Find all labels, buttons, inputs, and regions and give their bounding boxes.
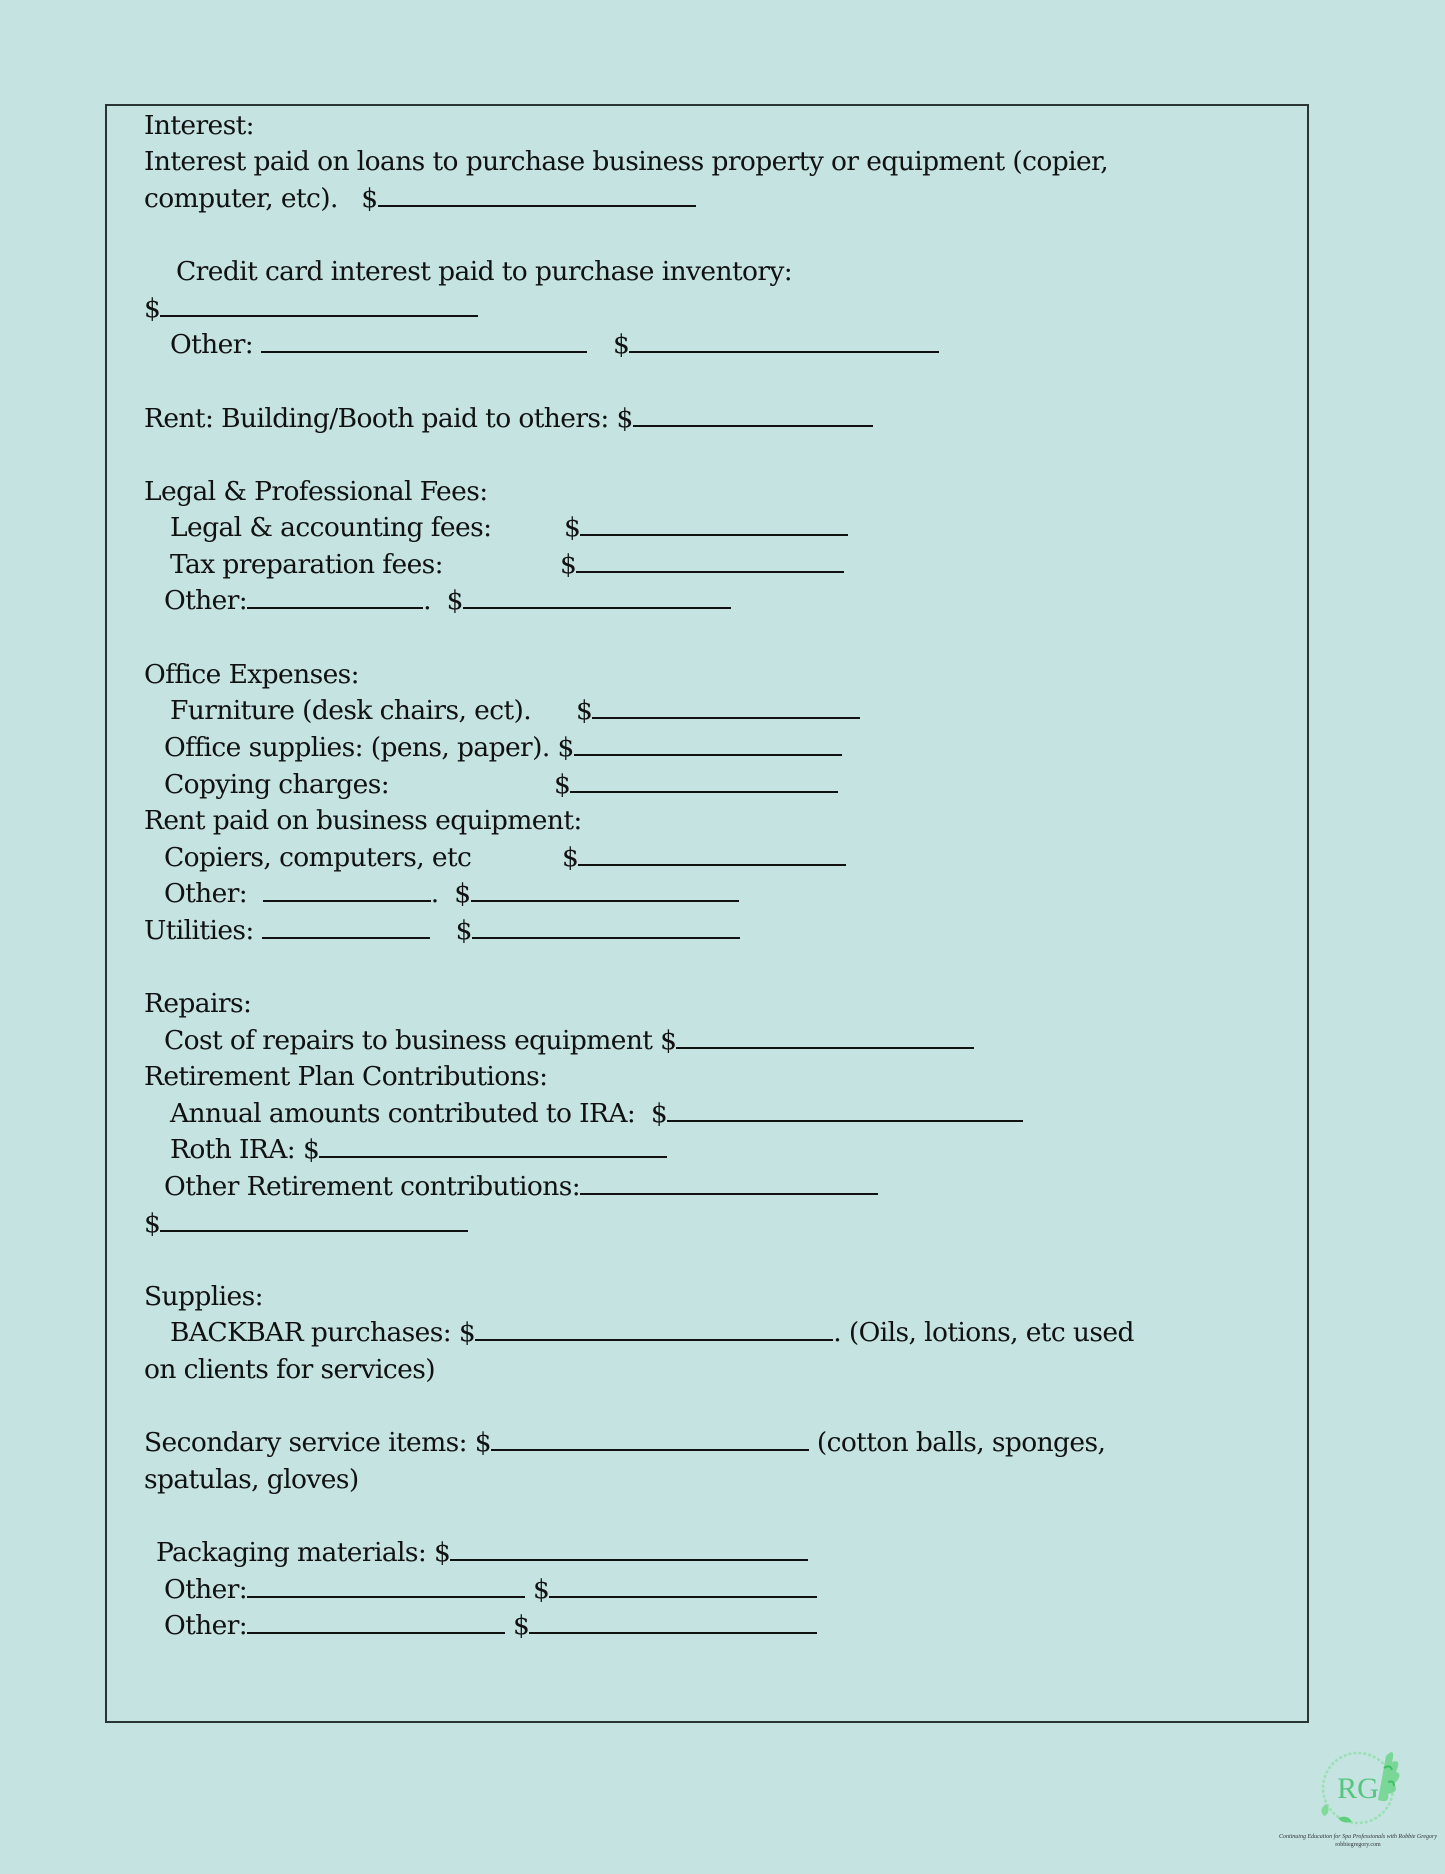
- credit-card-interest-row: $: [144, 291, 478, 327]
- legal-other-amount-field[interactable]: [463, 585, 731, 609]
- secondary-items-row: Secondary service items: $ (cotton balls, sponges,: [144, 1427, 1106, 1458]
- leaf-wreath-icon: [1276, 1748, 1442, 1870]
- interest-other-amount-field[interactable]: [629, 329, 939, 353]
- other-retirement-desc-field[interactable]: [580, 1171, 878, 1195]
- secondary-items-amount-field[interactable]: [491, 1427, 809, 1451]
- tax-prep-row: Tax preparation fees: $: [170, 547, 844, 583]
- equipment-rent-heading: Rent paid on business equipment:: [144, 805, 582, 836]
- furniture-amount-field[interactable]: [592, 695, 860, 719]
- logo-caption: Continuing Education for Spa Professionals with Robbie Gregory robbiegregory.com: [1272, 1833, 1444, 1849]
- interest-loans-text: Interest paid on loans to purchase business property or equipment (copier,: [144, 146, 1109, 177]
- backbar-amount-field[interactable]: [475, 1317, 833, 1341]
- interest-other-desc-field[interactable]: [261, 329, 587, 353]
- other-retirement-amount-row: $: [144, 1206, 468, 1242]
- rent-building-amount-field[interactable]: [633, 403, 873, 427]
- supplies-heading: Supplies:: [144, 1281, 263, 1312]
- repairs-cost-row: Cost of repairs to business equipment $: [164, 1023, 974, 1059]
- other-retirement-amount-field[interactable]: [160, 1208, 468, 1232]
- legal-other-row: Other: . $: [164, 583, 731, 619]
- supplies-other2-amount-field[interactable]: [529, 1610, 817, 1634]
- monogram-text: RG: [1337, 1772, 1379, 1805]
- repairs-heading: Repairs:: [144, 988, 252, 1019]
- ira-row: Annual amounts contributed to IRA: $: [170, 1096, 1023, 1132]
- copiers-amount-field[interactable]: [578, 842, 846, 866]
- copying-row: Copying charges: $: [164, 767, 838, 803]
- credit-card-interest-label: Credit card interest paid to purchase inventory:: [176, 256, 793, 287]
- roth-ira-row: Roth IRA: $: [170, 1132, 667, 1168]
- credit-card-interest-amount-field[interactable]: [160, 293, 478, 317]
- equipment-other-desc-field[interactable]: [263, 878, 431, 902]
- supplies-other2-desc-field[interactable]: [247, 1610, 505, 1634]
- interest-loans-row: computer, etc). $: [144, 181, 696, 217]
- furniture-row: Furniture (desk chairs, ect). $: [170, 693, 860, 729]
- packaging-amount-field[interactable]: [450, 1537, 808, 1561]
- interest-loans-amount-field[interactable]: [378, 183, 696, 207]
- secondary-items-note: spatulas, gloves): [144, 1464, 359, 1495]
- tax-prep-amount-field[interactable]: [576, 549, 844, 573]
- legal-other-desc-field[interactable]: [247, 585, 423, 609]
- copiers-row: Copiers, computers, etc $: [164, 840, 846, 876]
- roth-ira-amount-field[interactable]: [319, 1134, 667, 1158]
- legal-heading: Legal & Professional Fees:: [144, 476, 488, 507]
- utilities-desc-field[interactable]: [262, 915, 430, 939]
- rent-building-row: Rent: Building/Booth paid to others: $: [144, 401, 873, 437]
- backbar-note: on clients for services): [144, 1354, 435, 1385]
- equipment-other-amount-field[interactable]: [471, 878, 739, 902]
- interest-heading: Interest:: [144, 110, 254, 141]
- interest-other-row: Other: $: [170, 327, 939, 363]
- retirement-heading: Retirement Plan Contributions:: [144, 1061, 548, 1092]
- ira-amount-field[interactable]: [667, 1098, 1023, 1122]
- office-supplies-row: Office supplies: (pens, paper). $: [164, 730, 842, 766]
- legal-accounting-row: Legal & accounting fees: $: [170, 510, 848, 546]
- repairs-cost-amount-field[interactable]: [676, 1025, 974, 1049]
- utilities-row: Utilities: $: [144, 913, 740, 949]
- supplies-other1-desc-field[interactable]: [247, 1574, 525, 1598]
- legal-accounting-amount-field[interactable]: [580, 512, 848, 536]
- utilities-amount-field[interactable]: [472, 915, 740, 939]
- packaging-row: Packaging materials: $: [156, 1535, 808, 1571]
- office-supplies-amount-field[interactable]: [574, 732, 842, 756]
- backbar-row: BACKBAR purchases: $ . (Oils, lotions, etc used: [170, 1317, 1134, 1348]
- copying-amount-field[interactable]: [570, 769, 838, 793]
- other-retirement-row: Other Retirement contributions:: [164, 1169, 878, 1205]
- logo-website: robbiegregory.com: [1335, 1842, 1381, 1848]
- supplies-other-row-1: Other: $: [164, 1572, 817, 1608]
- brand-logo: [1276, 1748, 1442, 1870]
- office-heading: Office Expenses:: [144, 659, 359, 690]
- equipment-other-row: Other: . $: [164, 876, 739, 912]
- supplies-other1-amount-field[interactable]: [549, 1574, 817, 1598]
- supplies-other-row-2: Other: $: [164, 1608, 817, 1644]
